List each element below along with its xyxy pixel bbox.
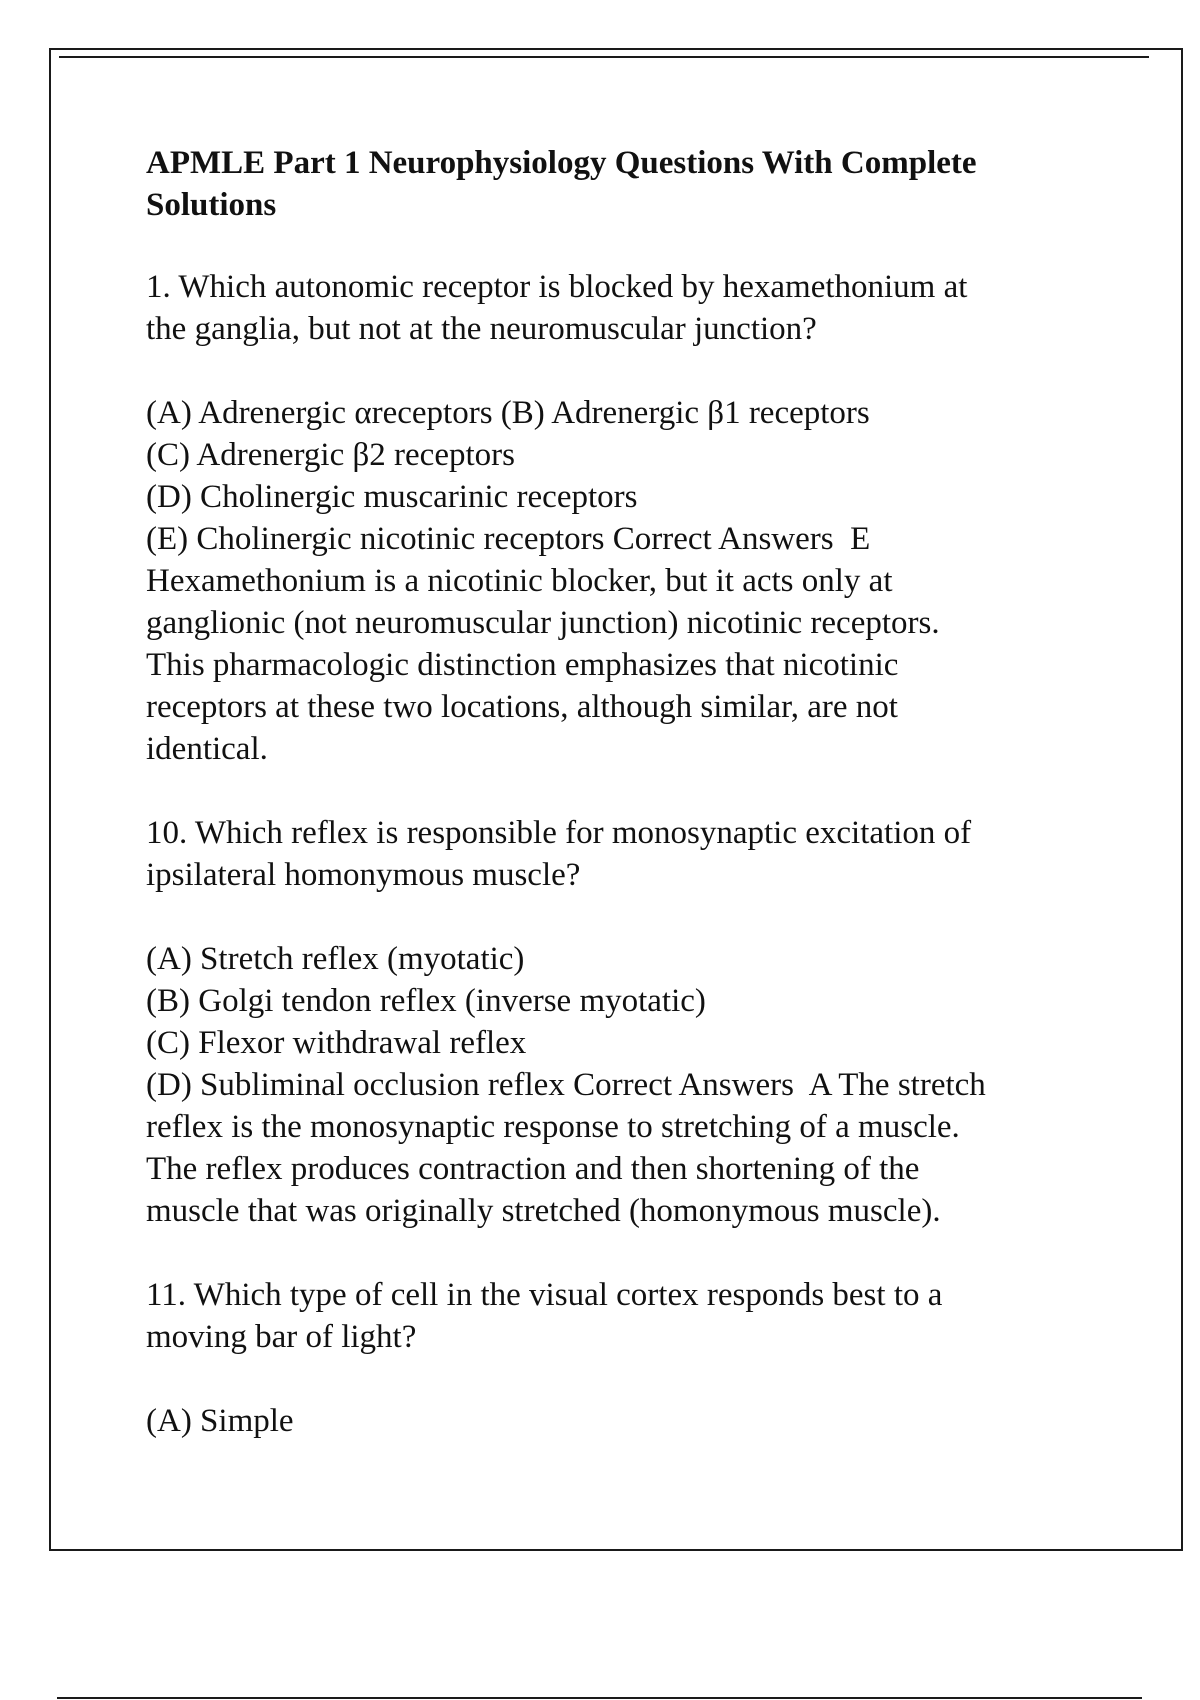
question-1	[146, 266, 1106, 770]
option-c: (C) Flexor withdrawal reflex	[146, 1025, 527, 1061]
explanation-line: Hexamethonium is a nicotinic blocker, but it acts only at	[146, 563, 893, 599]
option-c: (C) Adrenergic β2 receptors	[146, 437, 515, 473]
question-stem	[146, 266, 1106, 350]
option-d: (D) Cholinergic muscarinic receptors	[146, 479, 638, 515]
explanation-line: receptors at these two locations, although similar, are not	[146, 689, 898, 725]
question-options	[146, 1400, 1106, 1442]
title-line: APMLE Part 1 Neurophysiology Questions With Complete	[146, 145, 977, 181]
explanation-line: muscle that was originally stretched (homonymous muscle).	[146, 1193, 941, 1229]
stem-line: 1. Which autonomic receptor is blocked by hexamethonium at	[146, 269, 968, 305]
option-a: (A) Simple	[146, 1403, 294, 1439]
stem-line: 10. Which reflex is responsible for monosynaptic excitation of	[146, 815, 972, 851]
option-a: (A) Adrenergic αreceptors (B) Adrenergic β1 receptors	[146, 395, 870, 431]
stem-line: 11. Which type of cell in the visual cortex responds best to a	[146, 1277, 943, 1313]
footer-rule	[57, 1697, 1142, 1699]
option-d-answer: (D) Subliminal occlusion reflex Correct Answers A The stretch	[146, 1067, 986, 1103]
question-stem	[146, 1274, 1106, 1358]
document-content	[146, 142, 1106, 1484]
option-b: (B) Golgi tendon reflex (inverse myotatic)	[146, 983, 706, 1019]
question-options-and-answer	[146, 392, 1106, 770]
document-title	[146, 142, 1106, 226]
header-rule	[59, 56, 1149, 58]
question-11	[146, 1274, 1106, 1442]
explanation-line: The reflex produces contraction and then shortening of the	[146, 1151, 920, 1187]
question-10	[146, 812, 1106, 1232]
explanation-line: identical.	[146, 731, 268, 767]
option-e-answer: (E) Cholinergic nicotinic receptors Correct Answers E	[146, 521, 871, 557]
question-options-and-answer	[146, 938, 1106, 1232]
option-a: (A) Stretch reflex (myotatic)	[146, 941, 525, 977]
explanation-line: reflex is the monosynaptic response to stretching of a muscle.	[146, 1109, 960, 1145]
stem-line: moving bar of light?	[146, 1319, 417, 1355]
question-stem	[146, 812, 1106, 896]
stem-line: ipsilateral homonymous muscle?	[146, 857, 581, 893]
explanation-line: This pharmacologic distinction emphasizes that nicotinic	[146, 647, 899, 683]
stem-line: the ganglia, but not at the neuromuscular junction?	[146, 311, 817, 347]
title-line: Solutions	[146, 187, 277, 223]
explanation-line: ganglionic (not neuromuscular junction) nicotinic receptors.	[146, 605, 940, 641]
